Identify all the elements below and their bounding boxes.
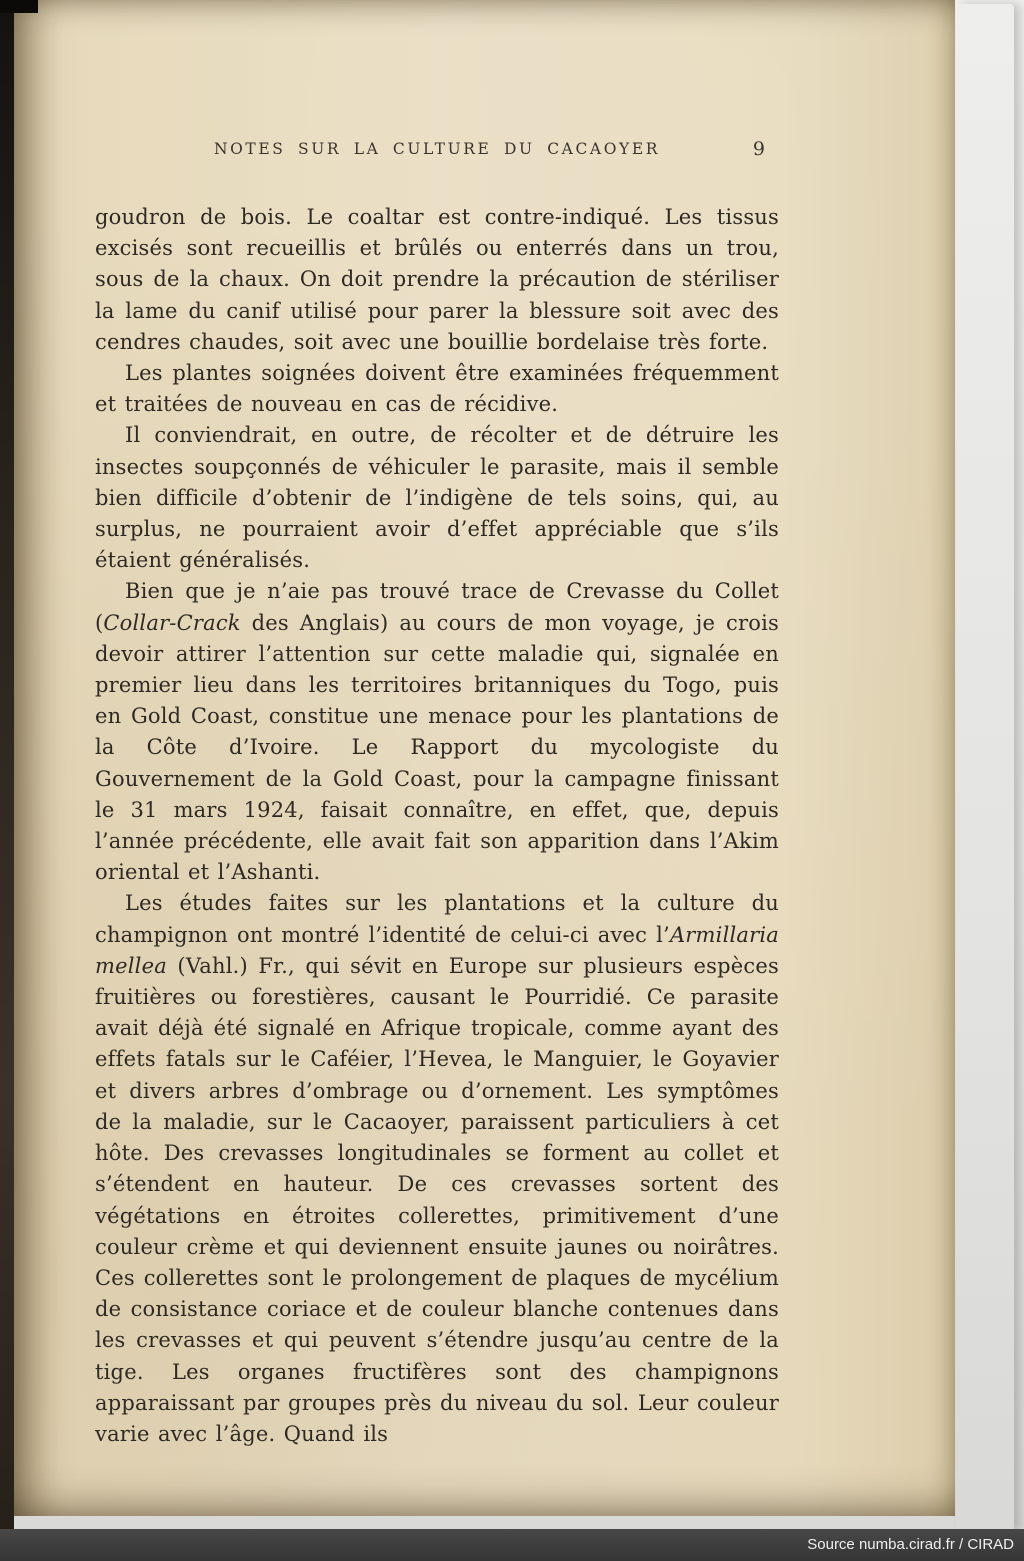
fore-edge-page-stack (956, 4, 1014, 1532)
text-block (95, 140, 779, 1450)
body-text (95, 202, 779, 1450)
paragraph-5-text-after: (Vahl.) Fr., qui sévit en Europe sur plusieurs espèces fruitières ou forestières, causant le Pourridié. Ce parasite avait déjà été signalé en Afrique tropicale, comme ayant des effets fatals sur le Caféier, l’Hevea, le Manguier, le Goyavier et divers arbres d’ombrage ou d’ornement. Les symptômes de la maladie, sur le Cacaoyer, paraissent particuliers à cet hôte. Des crevasses longitudinales se forment au collet et s’étendent en hauteur. De ces crevasses sortent des végétations en étroites collerettes, primitivement d’une couleur crème et qui deviennent ensuite jaunes ou noirâtres. Ces collerettes sont le prolongement de plaques de mycélium de consistance coriace et de couleur blanche contenues dans les crevasses et qui peuvent s’étendre jusqu’au centre de la tige. Les organes fructifères sont des champignons apparaissant par groupes près du niveau du sol. Leur couleur varie avec l’âge. Quand ils (95, 953, 779, 1446)
italic-term-armillaria-mellea: Armillaria mellea (95, 922, 779, 978)
book-binding-edge (0, 0, 14, 1561)
footer-bar (0, 1529, 1024, 1561)
paragraph-5 (95, 888, 779, 1450)
paragraph-3: Il conviendrait, en outre, de récolter et de détruire les insectes soupçonnés de véhiculer le parasite, mais il semble bien difficile d’obtenir de l’indigène de tels soins, qui, au surplus, ne pourraient avoir d’effet appréciable que s’ils étaient généralisés. (95, 423, 779, 573)
paragraph-1: goudron de bois. Le coaltar est contre-indiqué. Les tissus excisés sont recueillis et brûlés ou enterrés dans un trou, sous de la chaux. On doit prendre la précaution de stériliser la lame du canif utilisé pour parer la blessure soit avec des cendres chaudes, soit avec une bouillie bordelaise très forte. (95, 205, 779, 354)
page-header (95, 140, 779, 164)
paragraph-4-text: Bien que je n’aie pas trouvé trace de Crevasse du Collet ( (95, 579, 779, 635)
page-number: 9 (752, 138, 765, 160)
paragraph-2: Les plantes soignées doivent être examinées fréquemment et traitées de nouveau en cas de récidive. (95, 361, 779, 417)
scan-corner-mark (0, 0, 38, 13)
paragraph-4 (95, 576, 779, 888)
book-page (14, 0, 955, 1516)
paragraph-4-text-after: des Anglais) au cours de mon voyage, je crois devoir attirer l’attention sur cette maladie qui, signalée en premier lieu dans les territoires britanniques du Togo, puis en Gold Coast, constitue une menace pour les plantations de la Côte d’Ivoire. Le Rapport du mycologiste du Gouvernement de la Gold Coast, pour la campagne finissant le 31 mars 1924, faisait connaître, en effet, que, depuis l’année précédente, elle avait fait son apparition dans l’Akim oriental et l’Ashanti. (95, 610, 779, 885)
italic-term-collar-crack: Collar-Crack (103, 610, 241, 635)
running-title: NOTES SUR LA CULTURE DU CACAOYER (213, 140, 661, 158)
paragraph-5-text: Les études faites sur les plantations et la culture du champignon ont montré l’identité de celui-ci avec l’ (95, 891, 779, 947)
source-credit: Source numba.cirad.fr / CIRAD (807, 1536, 1014, 1553)
